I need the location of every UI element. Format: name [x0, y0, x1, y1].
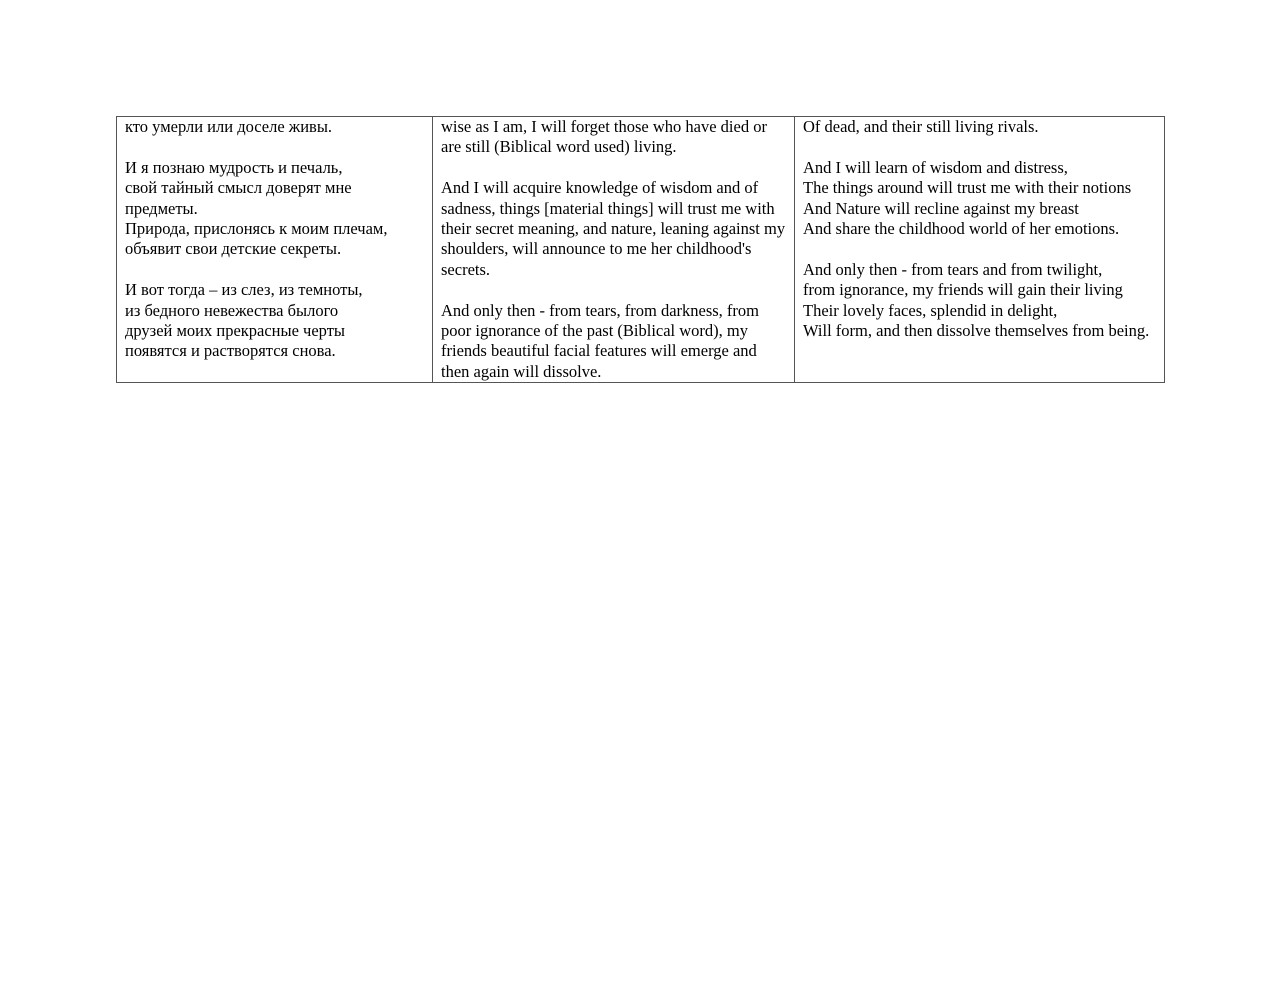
- stanza-2: [803, 158, 1156, 240]
- translation-table: [116, 116, 1165, 383]
- stanza-3: [803, 260, 1156, 342]
- text-line: And share the childhood world of her emotions.: [803, 219, 1120, 239]
- original-russian-cell: [117, 117, 433, 383]
- text-line: объявит свои детские секреты.: [125, 239, 342, 259]
- text-line: And I will acquire knowledge of wisdom and of sadness, things [material things] will trust me with their secret meaning, and nature, leaning against my shoulders, will announce to me her childhood's secrets.: [441, 178, 790, 279]
- stanza-2: [125, 158, 424, 260]
- stanza-3: [441, 301, 786, 383]
- text-line: Природа, прислонясь к моим плечам,: [125, 219, 388, 239]
- text-line: Of dead, and their still living rivals.: [803, 117, 1039, 136]
- stanza-1: [803, 117, 1156, 137]
- text-line: Their lovely faces, splendid in delight,: [803, 300, 1058, 320]
- stanza-2: [441, 178, 790, 280]
- stanza-3: [125, 280, 424, 362]
- text-line: And only then - from tears and from twilight,: [803, 259, 1103, 279]
- literal-translation-cell: [433, 117, 795, 383]
- text-line: wise as I am, I will forget those who have died or are still (Biblical word used) living.: [441, 117, 772, 157]
- text-line: свой тайный смысл доверят мне предметы.: [125, 178, 356, 218]
- text-line: И я познаю мудрость и печаль,: [125, 157, 343, 177]
- stanza-1: [441, 117, 786, 158]
- text-line: И вот тогда – из слез, из темноты,: [125, 280, 363, 300]
- text-line: кто умерли или доселе живы.: [125, 117, 333, 136]
- text-line: And Nature will recline against my breast: [803, 198, 1079, 218]
- text-line: появятся и растворятся снова.: [125, 341, 336, 361]
- text-line: друзей моих прекрасные черты: [125, 321, 346, 341]
- text-line: from ignorance, my friends will gain their living: [803, 280, 1123, 300]
- text-line: из бедного невежества былого: [125, 300, 339, 320]
- stanza-1: [125, 117, 424, 137]
- text-line: The things around will trust me with their notions: [803, 178, 1132, 198]
- text-line: And only then - from tears, from darkness, from poor ignorance of the past (Biblical word), my friends beautiful facial features will emerge and then again will dissolve.: [441, 300, 764, 381]
- text-line: And I will learn of wisdom and distress,: [803, 157, 1068, 177]
- table-row: [117, 117, 1165, 383]
- text-line: Will form, and then dissolve themselves from being.: [803, 321, 1150, 341]
- poetic-translation-cell: [795, 117, 1165, 383]
